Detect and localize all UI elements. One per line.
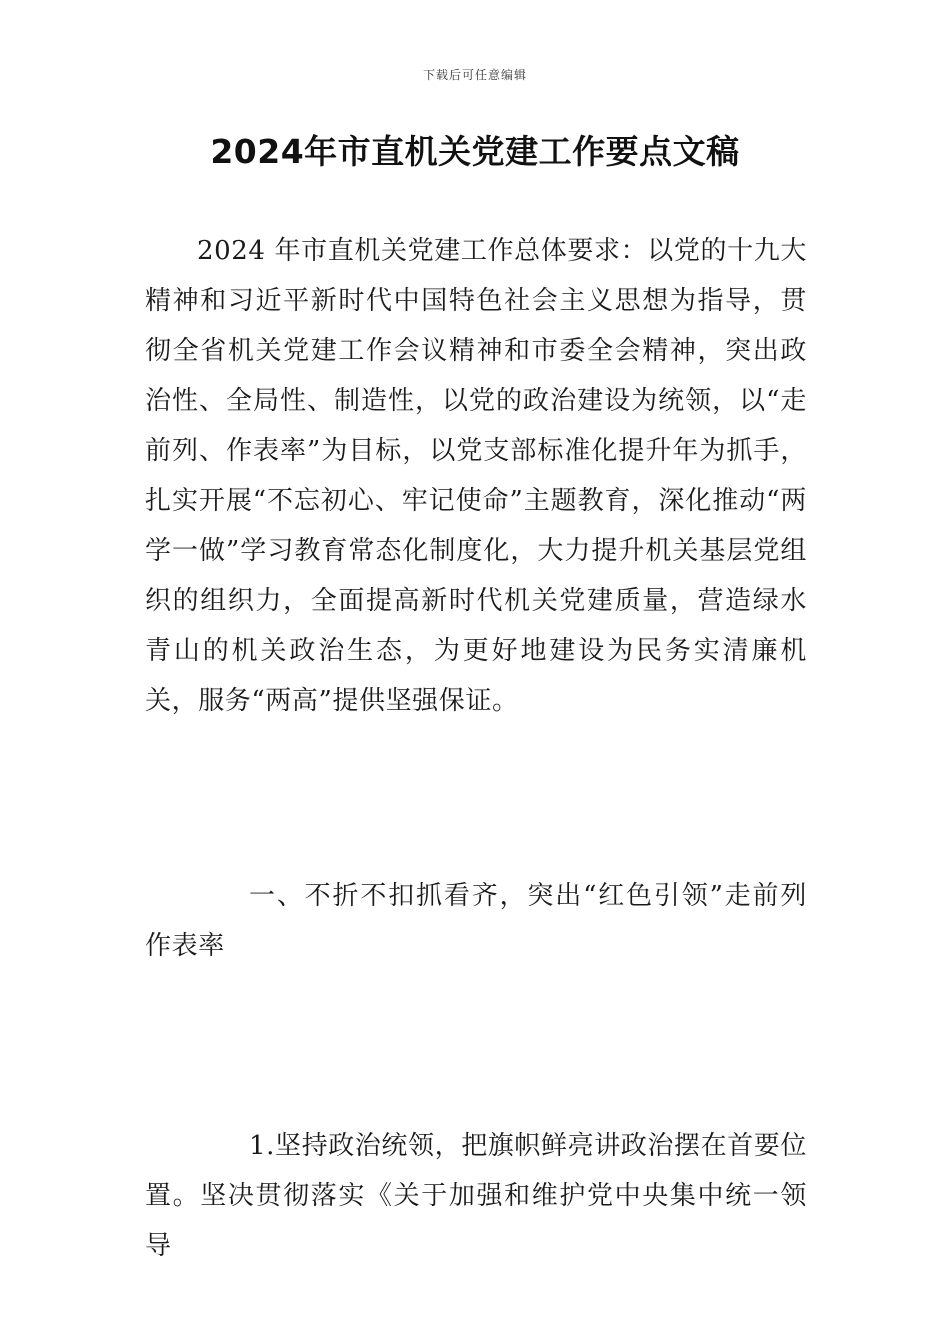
section-heading-one: 一、不折不扣抓看齐，突出“红色引领”走前列作表率 [145,881,807,961]
download-note: 下载后可任意编辑 [422,68,527,82]
document-title: 2024年市直机关党建工作要点文稿 [210,132,740,171]
item-paragraph-one: 1.坚持政治统领，把旗帜鲜亮讲政治摆在首要位置。坚决贯彻落实《关于加强和维护党中央集中统一领导 [145,1131,808,1261]
intro-paragraph: 2024 年市直机关党建工作总体要求：以党的十九大精神和习近平新时代中国特色社会主义思想为指导，贯彻全省机关党建工作会议精神和市委全会精神，突出政治性、全局性、制造性，以党的政治建设为统领，以“走前列、作表率”为目标，以党支部标准化提升年为抓手，扎实开展“不忘初心、牢记使命”主题教育，深化推动“两学一做”学习教育常态化制度化，大力提升机关基层党组织的组织力，全面提高新时代机关党建质量，营造绿水青山的机关政治生态，为更好地建设为民务实清廉机关，服务“两高”提供坚强保证。 [145,236,807,716]
